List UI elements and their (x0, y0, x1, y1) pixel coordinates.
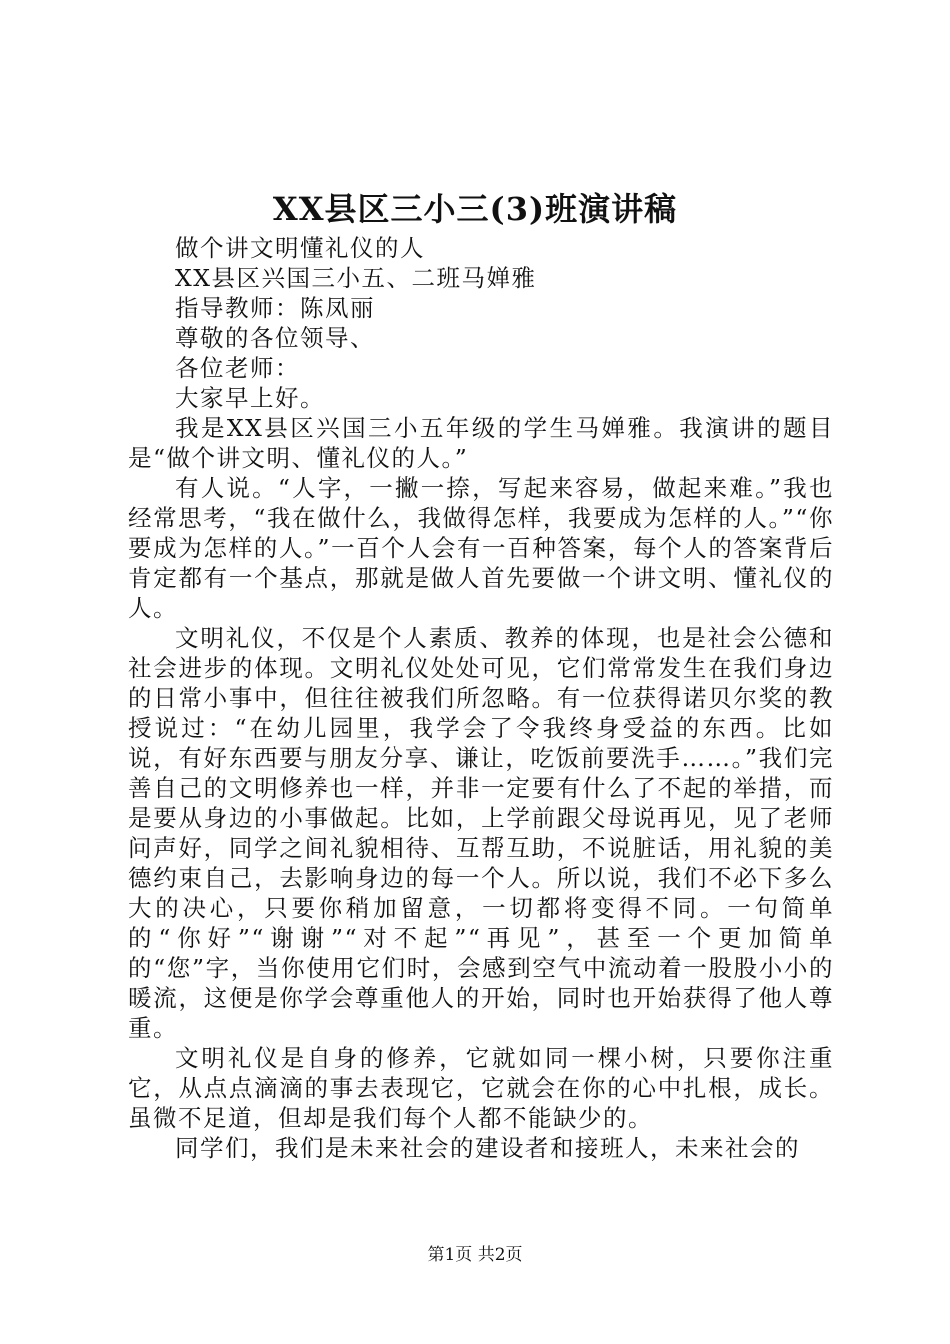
speech-topic-line: 做个讲文明懂礼仪的人 (175, 234, 425, 262)
paragraph-saying: 有人说。“人字，一撇一捺，写起来容易，做起来难。”我也经常思考，“我在做什么，我做得怎样，我要成为怎样的人。”“你要成为怎样的人。”一百个人会有一百种答案，每个人的答案背后肯定都有一个基点，那就是做人首先要做一个讲文明、懂礼仪的人。 (128, 474, 834, 622)
document-title: XX县区三小三(3)班演讲稿 (272, 190, 678, 228)
paragraph-intro: 我是XX县区兴国三小五年级的学生马婵雅。我演讲的题目是“做个讲文明、懂礼仪的人。” (128, 414, 834, 472)
paragraph-civility: 文明礼仪，不仅是个人素质、教养的体现，也是社会公德和社会进步的体现。文明礼仪处处可见，它们常常发生在我们身边的日常小事中，但往往被我们所忽略。有一位获得诺贝尔奖的教授说过：“在幼儿园里，我学会了令我终身受益的东西。比如说，有好东西要与朋友分享、谦让，吃饭前要洗手……。”我们完善自己的文明修养也一样，并非一定要有什么了不起的举措，而是要从身边的小事做起。比如，上学前跟父母说再见，见了老师问声好，同学之间礼貌相待、互帮互助，不说脏话，用礼貌的美德约束自己，去影响身边的每一个人。所以说，我们不必下多么大的决心，只要你稍加留意，一切都将变得不同。一句简单的“你好”“谢谢”“对不起”“再见”，甚至一个更加简单的“您”字，当你使用它们时，会感到空气中流动着一股股小小的暖流，这便是你学会尊重他人的开始，同时也开始获得了他人尊重。 (128, 624, 834, 1042)
speaker-line: XX县区兴国三小五、二班马婵雅 (175, 264, 537, 292)
document-body (128, 233, 834, 1163)
greeting-line: 大家早上好。 (175, 384, 325, 412)
salutation-teachers: 各位老师： (175, 354, 300, 382)
salutation-leaders: 尊敬的各位领导、 (175, 324, 375, 352)
page-footer: 第1页 共2页 (427, 1245, 523, 1265)
paragraph-classmates: 同学们，我们是未来社会的建设者和接班人，未来社会的 (175, 1134, 800, 1162)
paragraph-self-cultivation: 文明礼仪是自身的修养，它就如同一棵小树，只要你注重它，从点点滴滴的事去表现它，它就会在你的心中扎根，成长。虽微不足道，但却是我们每个人都不能缺少的。 (128, 1044, 834, 1132)
teacher-line: 指导教师：陈凤丽 (175, 294, 375, 322)
